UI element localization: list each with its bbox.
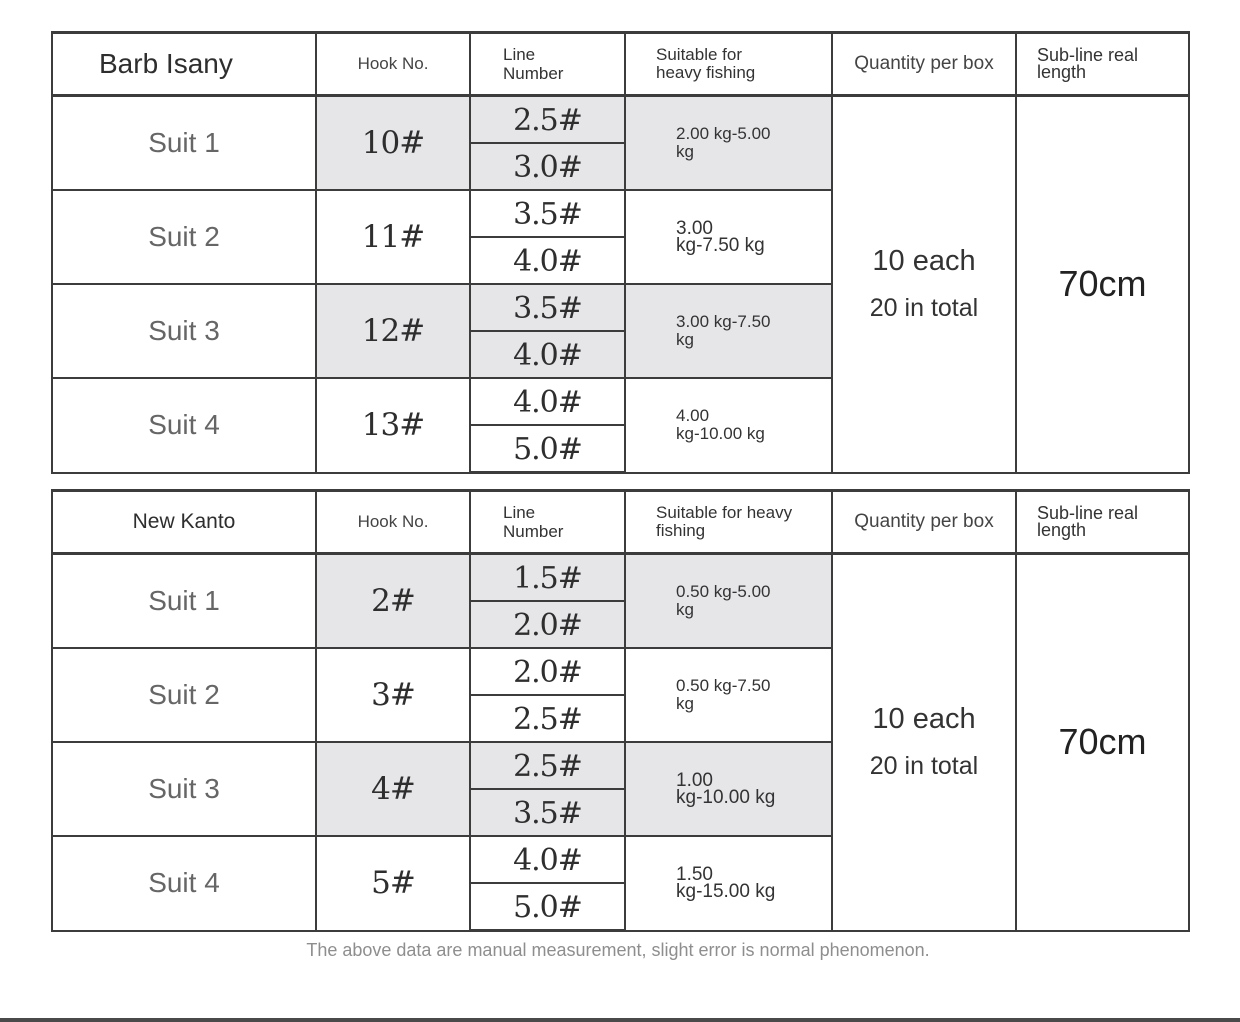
suit-label: Suit 3 bbox=[52, 742, 316, 836]
brand-header: New Kanto bbox=[52, 491, 316, 554]
sub-line-length: 70cm bbox=[1016, 96, 1189, 473]
line-number: 4.0# bbox=[470, 237, 625, 284]
line-number: 2.5# bbox=[470, 742, 625, 789]
weight-range: 1.50 kg-15.00 kg bbox=[625, 836, 832, 931]
line-number: 3.5# bbox=[470, 789, 625, 836]
quantity-cell bbox=[832, 96, 1016, 473]
line-number: 3.5# bbox=[470, 284, 625, 331]
hook-number: 13# bbox=[316, 378, 470, 473]
hook-no-header: Hook No. bbox=[316, 491, 470, 554]
spec-table-barb-isany bbox=[51, 31, 1190, 474]
line-number: 4.0# bbox=[470, 378, 625, 425]
line-number-header: Line Number bbox=[470, 33, 625, 96]
line-number: 2.5# bbox=[470, 96, 625, 144]
length-header: Sub-line real length bbox=[1016, 33, 1189, 96]
line-number: 5.0# bbox=[470, 883, 625, 931]
suit-label: Suit 2 bbox=[52, 648, 316, 742]
line-number: 2.0# bbox=[470, 648, 625, 695]
table-row bbox=[52, 554, 1189, 602]
hook-number: 2# bbox=[316, 554, 470, 649]
sub-line-length: 70cm bbox=[1016, 554, 1189, 931]
line-number: 5.0# bbox=[470, 425, 625, 473]
weight-range: 4.00 kg-10.00 kg bbox=[625, 378, 832, 473]
quantity-cell bbox=[832, 554, 1016, 931]
weight-range: 1.00 kg-10.00 kg bbox=[625, 742, 832, 836]
hook-number: 10# bbox=[316, 96, 470, 191]
header-row bbox=[52, 33, 1189, 96]
hook-number: 12# bbox=[316, 284, 470, 378]
line-number-header: Line Number bbox=[470, 491, 625, 554]
hook-number: 3# bbox=[316, 648, 470, 742]
quantity-header: Quantity per box bbox=[832, 491, 1016, 554]
hook-number: 5# bbox=[316, 836, 470, 931]
brand-header: Barb Isany bbox=[52, 33, 316, 96]
quantity-each: 10 each bbox=[872, 245, 976, 278]
suit-label: Suit 4 bbox=[52, 378, 316, 473]
hook-no-header: Hook No. bbox=[316, 33, 470, 96]
weight-range: 3.00 kg-7.50 kg bbox=[625, 190, 832, 284]
weight-range: 0.50 kg-7.50 kg bbox=[625, 648, 832, 742]
line-number: 3.0# bbox=[470, 143, 625, 190]
hook-number: 11# bbox=[316, 190, 470, 284]
quantity-header: Quantity per box bbox=[832, 33, 1016, 96]
bottom-divider bbox=[0, 1018, 1240, 1022]
suit-label: Suit 1 bbox=[52, 96, 316, 191]
suit-label: Suit 3 bbox=[52, 284, 316, 378]
suit-label: Suit 2 bbox=[52, 190, 316, 284]
line-number: 2.0# bbox=[470, 601, 625, 648]
hook-number: 4# bbox=[316, 742, 470, 836]
suitable-header: Suitable for heavy fishing bbox=[625, 491, 832, 554]
line-number: 1.5# bbox=[470, 554, 625, 602]
spec-table-new-kanto bbox=[51, 489, 1190, 932]
footnote: The above data are manual measurement, slight error is normal phenomenon. bbox=[306, 940, 930, 960]
weight-range: 2.00 kg-5.00 kg bbox=[625, 96, 832, 191]
weight-range: 3.00 kg-7.50 kg bbox=[625, 284, 832, 378]
length-header: Sub-line real length bbox=[1016, 491, 1189, 554]
weight-range: 0.50 kg-5.00 kg bbox=[625, 554, 832, 649]
table-row bbox=[52, 96, 1189, 144]
line-number: 2.5# bbox=[470, 695, 625, 742]
header-row bbox=[52, 491, 1189, 554]
suit-label: Suit 4 bbox=[52, 836, 316, 931]
quantity-total: 20 in total bbox=[869, 294, 979, 323]
suit-label: Suit 1 bbox=[52, 554, 316, 649]
suitable-header: Suitable for heavy fishing bbox=[625, 33, 832, 96]
line-number: 4.0# bbox=[470, 331, 625, 378]
quantity-total: 20 in total bbox=[869, 752, 979, 781]
line-number: 4.0# bbox=[470, 836, 625, 883]
line-number: 3.5# bbox=[470, 190, 625, 237]
quantity-each: 10 each bbox=[872, 703, 976, 736]
